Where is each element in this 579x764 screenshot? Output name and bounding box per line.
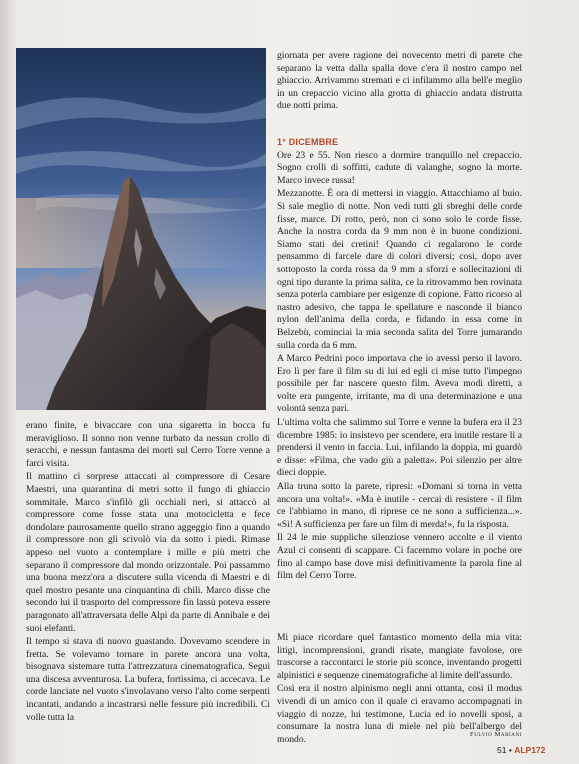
cerro-torre-photo (16, 48, 266, 410)
magazine-name: ALP (514, 745, 532, 755)
paragraph: Il 24 le mie suppliche silenziose vennero accolte e il viento Azul ci consentì di scappare. Ci facemmo volare in poche ore fino al campo base dove misi definitivamente la parola fine al film del Cerro Torre. (277, 532, 522, 582)
right-column-bottom (277, 632, 522, 746)
author-signature: Fulvio Mariani (469, 731, 522, 738)
paragraph: Il mattino ci sorprese attaccati al compressore di Cesare Maestri, una quarantina di metri sotto il fungo di ghiaccio sommitale. Marco s'infilò gli occhiali neri, si attaccò al compressore come fosse stata una motocicletta e fece dondolare paurosamente quello strano aggeggio fino a quando il compressore non gli scivolò via da sotto i piedi. Rimase appeso nel vuoto a contemplare i mille e più metri che separano il compressore dal mondo orizzontale. Poi passammo una buona mezz'ora a discutere sulla vicenda di Maestri e di quel mostro pesante una cinquantina di chili. Marco disse che secondo lui il trasporto del compressore fin lassù poteva essere paragonato all'attraversata delle Alpi da parte di Annibale e dei suoi elefanti. (26, 471, 270, 634)
paragraph: L'ultima volta che salimmo sul Torre e venne la bufera era il 23 dicembre 1985: io insistevo per scendere, era inutile restare lì a prendersi il vento in faccia. Lui, infilando la doppia, mi guardò e disse: «Filma, che vado giù a paletta». Poi silenzio per altre dieci doppie. (277, 417, 522, 479)
mountain-illustration (16, 48, 266, 410)
section-heading: 1° DICEMBRE (277, 137, 339, 147)
left-column (26, 420, 270, 724)
footer-separator: • (508, 745, 512, 755)
paragraph: giornata per avere ragione dei novecento metri di parete che separano la vetta dalla spalla dove c'era il nostro campo nel ghiaccio. Arrivammo stremati e ci infilammo alla bell'e meglio in un crepaccio vicino alla grotta di ghiaccio andata distrutta due notti prima. (277, 50, 522, 112)
right-column (277, 136, 522, 583)
paragraph: Così era il nostro alpinismo negli anni ottanta, così il modus vivendi di un amico con il quale ci eravamo accompagnati in viaggio di nozze, lui testimone, Lucia ed io novelli sposi, a consumare la nostra luna di miele nel più bell'albergo del mondo. (277, 683, 522, 745)
paragraph: Mezzanotte. È ora di mettersi in viaggio. Attacchiamo al buio. Si sale meglio di notte. Non vedi tutti gli sbreghi delle corde fisse, marce. Di rotto, però, non ci sono solo le corde fisse. Anche la nostra corda da 9 mm non è in buone condizioni. Siamo stati dei cretini! Quando ci regalarono le corde pensammo di farcele dare di colori diversi; così, dopo aver sottoposto la corda rossa da 9 mm a sforzi e sollecitazioni di ogni tipo durante la prima salita, ce la ritrovammo ben rovinata senza poterla cambiare per esigenze di copione. Fatto ricorso al nastro adesivo, che tappa le spellature e nasconde il bianco nylon dell'anima della corda, e fidando in essa come in Belzebù, cominciai la mia seconda salita del Torre jumarando sulla corda da 6 mm. (277, 188, 522, 351)
paragraph: Il tempo si stava di nuovo guastando. Dovevamo scendere in fretta. Se volevamo tornare in parete ancora una volta, bisognava sistemare tutta l'attrezzatura cinematografica. Seguì una discesa avventurosa. La bufera, fortissima, ci accecava. Le corde lanciate nel vuoto s'involavano verso l'alto come serpenti incantati, andando a incastrarsi nelle fessure più incredibili. Ci volle tutta la (26, 636, 270, 723)
paragraph: Ore 23 e 55. Non riesco a dormire tranquillo nel crepaccio. Sogno crolli di soffitti, cadute di valanghe, sogno la morte. Marco invece russa! (277, 149, 522, 186)
paragraph: Alla truna sotto la parete, ripresi: «Domani si torna in vetta ancora una volta!». «Ma è inutile - cercai di resistere - il film ce l'abbiamo in mano, di riprese ce ne sono a sufficienza...». «Sì! A sufficienza per fare un film di merda!», fu la risposta. (277, 481, 522, 530)
paragraph: Mi piace ricordare quel fantastico momento della mia vita: litigi, incomprensioni, grandi risate, mangiate favolose, ore trascorse a raccontarci le storie più sconce, inventando progetti alpinistici e sequenze cinematografiche al limite dell'assurdo. (277, 632, 522, 681)
issue-number: 172 (531, 745, 546, 755)
page-number: 51 (497, 745, 507, 755)
paragraph: erano finite, e bivaccare con una sigaretta in bocca fu meraviglioso. Il sonno non venne turbato da nessun crollo di seracchi, e nessun fantasma dei morti sul Cerro Torre venne a farci visita. (26, 420, 270, 469)
page-footer (497, 745, 545, 755)
paragraph: A Marco Pedrini poco importava che io avessi perso il lavoro. Ero lì per fare il film su di lui ed egli ci mise tutto l'impegno possibile per far nascere questo film. Aveva modi diretti, a volte era pungente, irritante, ma di una determinazione e una volontà senza pari. (277, 353, 522, 415)
right-column-top (277, 50, 522, 113)
